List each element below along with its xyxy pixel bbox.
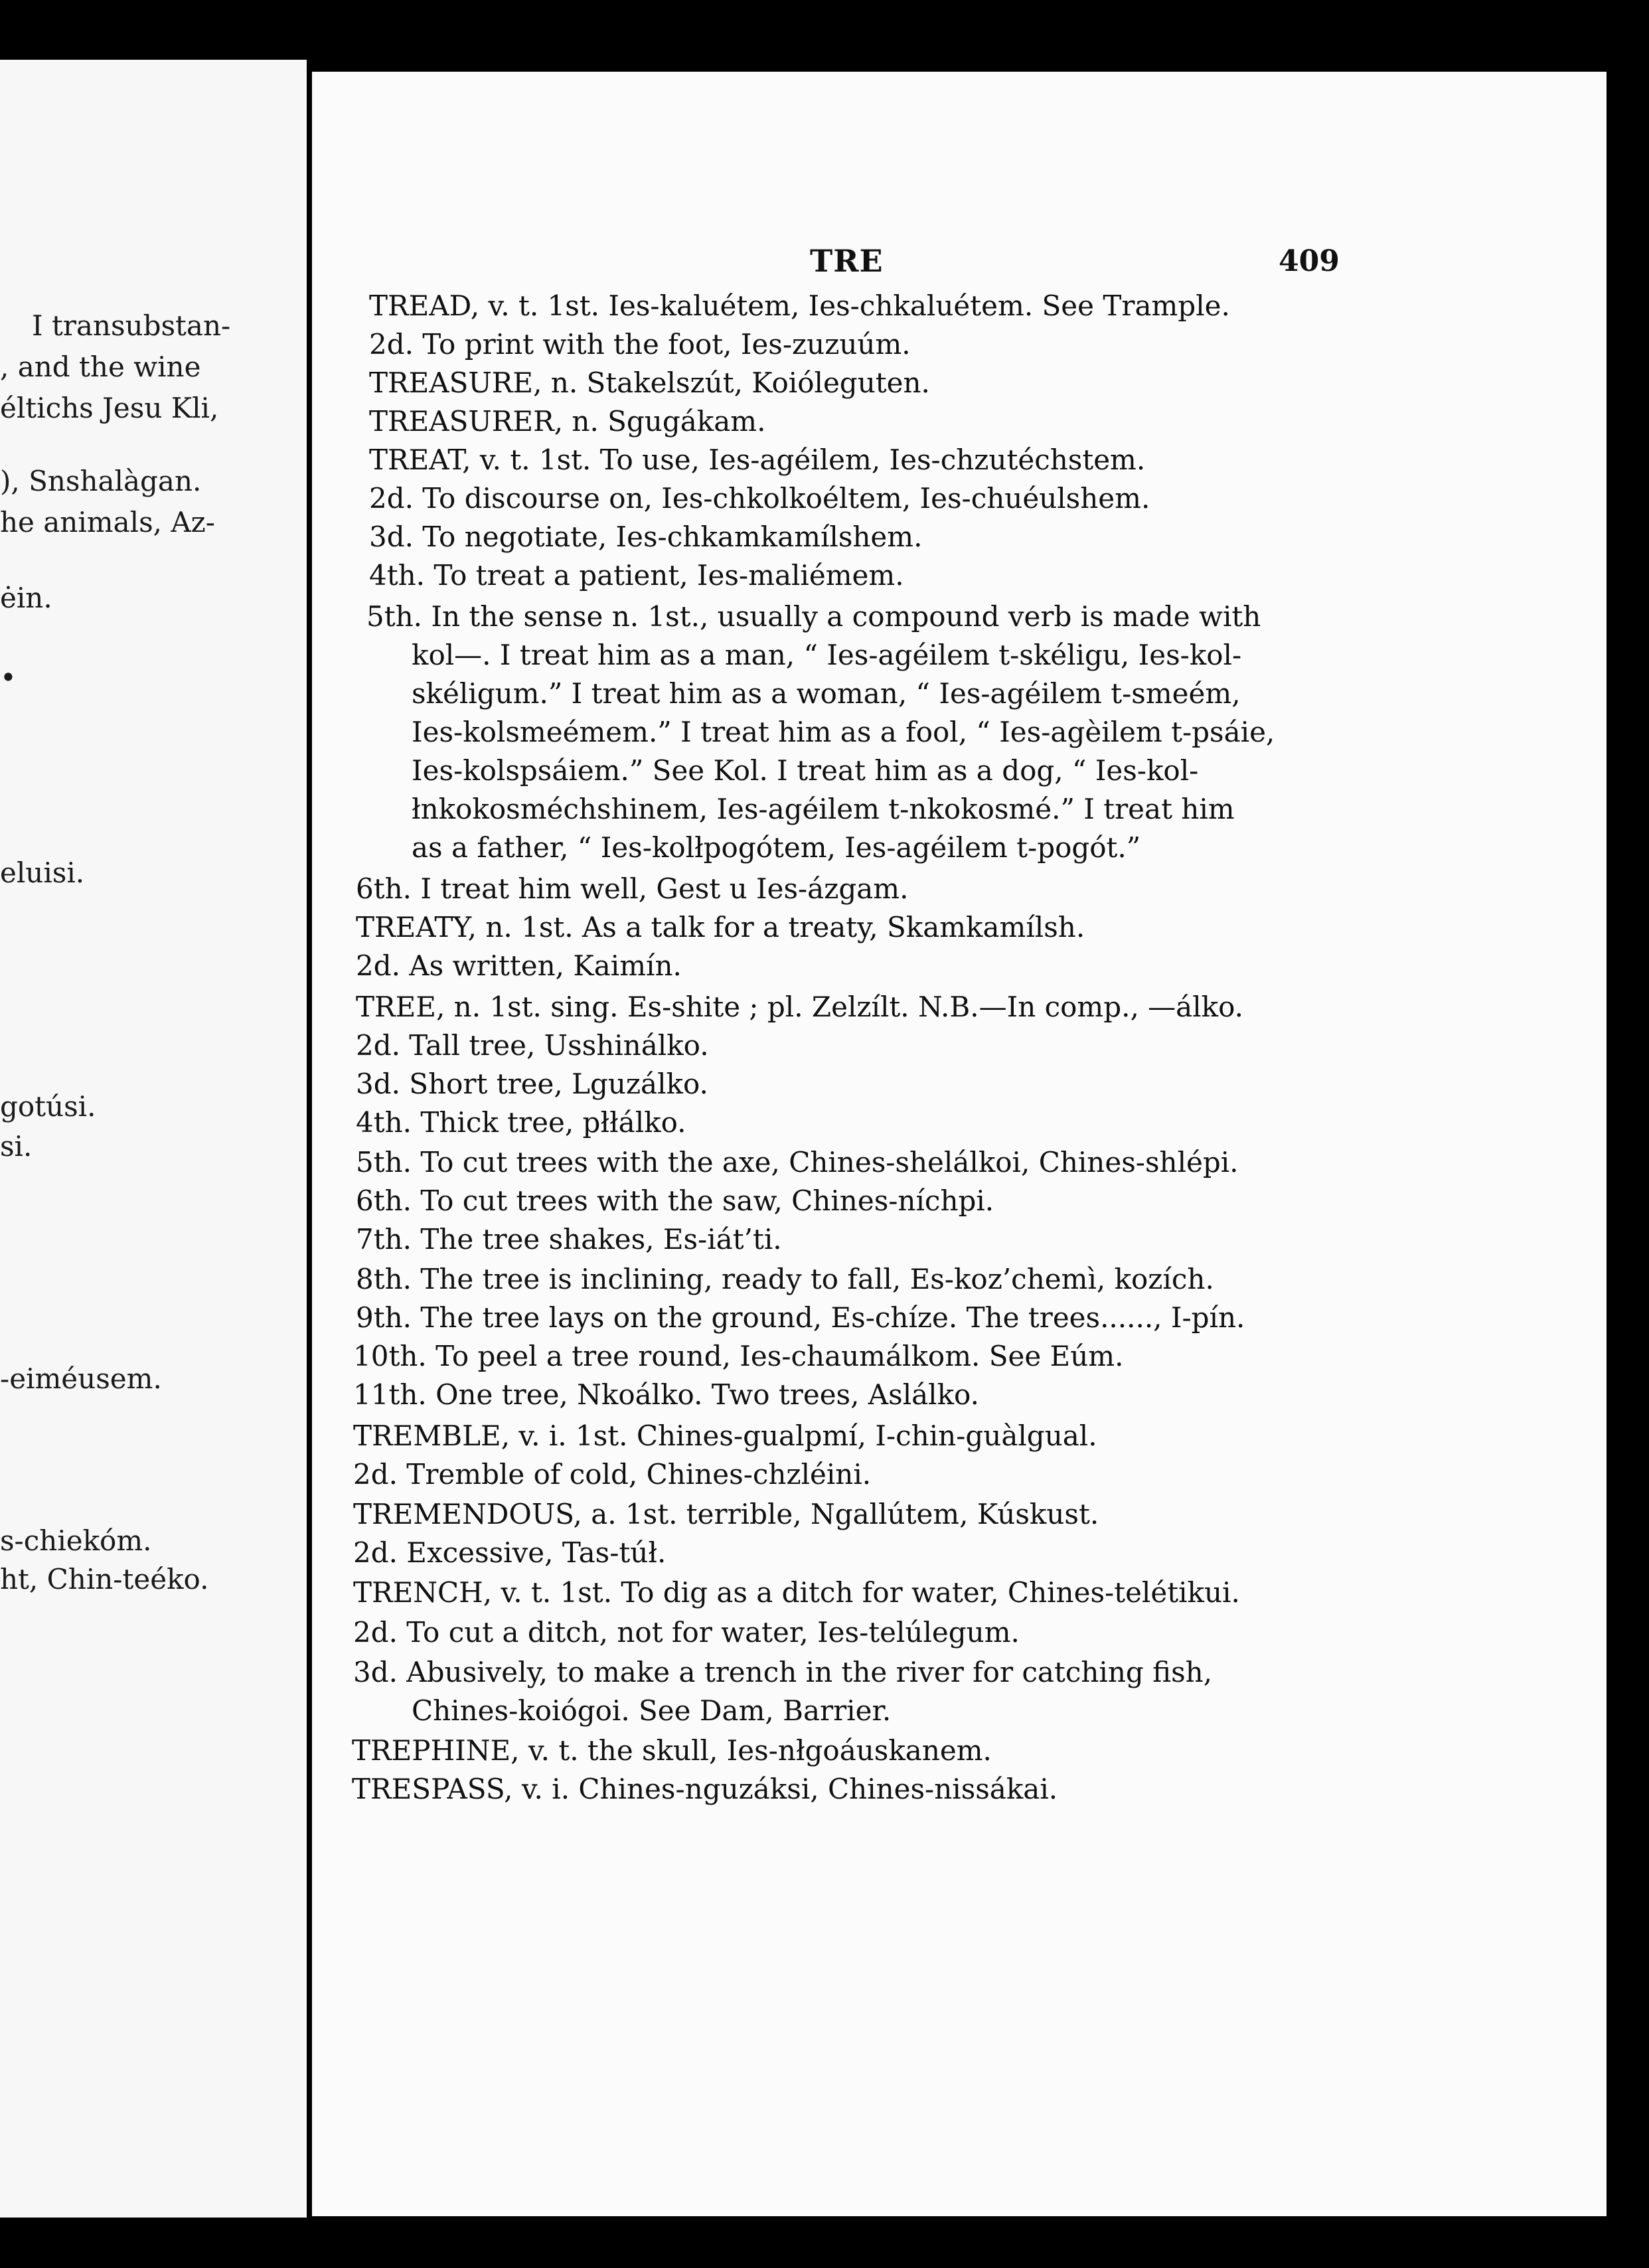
- entry-line: 11th. One tree, Nkoálko. Two trees, Aslálko.: [353, 1378, 979, 1411]
- facing-page-line: , and the wine: [0, 351, 201, 383]
- entry-line: 10th. To peel a tree round, Ies-chaumálkom. See Eúm.: [353, 1340, 1124, 1372]
- dictionary-page: [312, 72, 1607, 2216]
- entry-line: 3d. Abusively, to make a trench in the river for catching fish,: [353, 1656, 1213, 1688]
- entry-line: 6th. I treat him well, Gest u Ies-ázgam.: [356, 872, 909, 905]
- entry-line: TRESPASS, v. i. Chines-nguzáksi, Chines-nissákai.: [352, 1773, 1058, 1805]
- facing-page-line: eluisi.: [0, 856, 85, 889]
- entry-line: TREATY, n. 1st. As a talk for a treaty, Skamkamílsh.: [356, 911, 1085, 943]
- facing-page-line: éltichs Jesu Kli,: [0, 392, 219, 424]
- entry-line: TREAD, v. t. 1st. Ies-kaluétem, Ies-chkaluétem. See Trample.: [369, 289, 1230, 322]
- entry-line: Chines-koiógoi. See Dam, Barrier.: [412, 1694, 892, 1727]
- entry-line: 9th. The tree lays on the ground, Es-chíze. The trees......, I-pín.: [356, 1301, 1245, 1334]
- entry-line: 4th. Thick tree, płłálko.: [356, 1106, 686, 1139]
- entry-line: 2d. Excessive, Tas-túł.: [353, 1536, 667, 1569]
- entry-line: TREAT, v. t. 1st. To use, Ies-agéilem, Ies-chzutéchstem.: [369, 444, 1146, 476]
- entry-line: 5th. To cut trees with the axe, Chines-shelálkoi, Chines-shlépi.: [356, 1146, 1239, 1178]
- entry-line: kol—. I treat him as a man, “ Ies-agéilem t-skéligu, Ies-kol-: [412, 639, 1242, 671]
- entry-line: TREASURE, n. Stakelszút, Koióleguten.: [369, 366, 930, 399]
- entry-line: 3d. To negotiate, Ies-chkamkamílshem.: [369, 521, 923, 553]
- entry-line: TREE, n. 1st. sing. Es-shite ; pl. Zelzílt. N.B.—In comp., —álko.: [356, 991, 1243, 1023]
- entry-line: 4th. To treat a patient, Ies-maliémem.: [369, 559, 904, 592]
- entry-line: TREMBLE, v. i. 1st. Chines-gualpmí, I-chin-guàlgual.: [353, 1419, 1097, 1452]
- entry-line: TRENCH, v. t. 1st. To dig as a ditch for water, Chines-telétikui.: [353, 1576, 1240, 1609]
- entry-line: 2d. Tremble of cold, Chines-chzléini.: [353, 1458, 872, 1491]
- facing-page-line: I transubstan-: [32, 309, 231, 342]
- entry-line: 3d. Short tree, Lguzálko.: [356, 1068, 708, 1100]
- facing-page-line: he animals, Az-: [0, 506, 215, 538]
- entry-line: 8th. The tree is inclining, ready to fall, Es-koz’chemì, kozích.: [356, 1263, 1214, 1295]
- facing-page-line: -eiméusem.: [0, 1362, 162, 1395]
- entry-line: 2d. As written, Kaimín.: [356, 949, 682, 982]
- entry-line: 2d. To print with the foot, Ies-zuzuúm.: [369, 328, 911, 361]
- entry-line: skéligum.” I treat him as a woman, “ Ies-agéilem t-smeém,: [412, 677, 1241, 710]
- facing-page-line: s-chiekóm.: [0, 1524, 152, 1557]
- facing-page-line: ), Snshalàgan.: [0, 465, 202, 497]
- entry-line: 2d. To discourse on, Ies-chkolkoéltem, Ies-chuéulshem.: [369, 482, 1150, 515]
- facing-page-line: gotúsi.: [0, 1090, 96, 1123]
- entry-line: 5th. In the sense n. 1st., usually a compound verb is made with: [366, 600, 1261, 633]
- facing-page-line: ėin.: [0, 582, 52, 614]
- entry-line: Ies-kolsmeémem.” I treat him as a fool, “ Ies-agèilem t-psáie,: [412, 716, 1275, 748]
- entry-line: TREPHINE, v. t. the skull, Ies-nłgoáuskanem.: [352, 1734, 992, 1767]
- entry-line: 6th. To cut trees with the saw, Chines-níchpi.: [356, 1184, 994, 1217]
- running-head: TRE: [810, 243, 884, 279]
- entry-line: 7th. The tree shakes, Es-iát’ti.: [356, 1223, 782, 1256]
- facing-page-line: •: [0, 661, 17, 694]
- page-number: 409: [1279, 244, 1340, 278]
- entry-line: 2d. Tall tree, Usshinálko.: [356, 1029, 709, 1062]
- entry-line: as a father, “ Ies-kolłpogótem, Ies-agéilem t-pogót.”: [412, 831, 1141, 864]
- facing-page: [0, 60, 307, 2218]
- entry-line: Ies-kolspsáiem.” See Kol. I treat him as a dog, “ Ies-kol-: [412, 754, 1199, 787]
- entry-line: TREMENDOUS, a. 1st. terrible, Ngallútem, Kúskust.: [353, 1498, 1099, 1530]
- entry-line: 2d. To cut a ditch, not for water, Ies-telúlegum.: [353, 1616, 1020, 1649]
- entry-line: TREASURER, n. Sgugákam.: [369, 405, 766, 438]
- entry-line: łnkokosméchshinem, Ies-agéilem t-nkokosmé.” I treat him: [412, 793, 1235, 825]
- facing-page-line: si.: [0, 1130, 33, 1163]
- facing-page-line: ht, Chin-teéko.: [0, 1563, 209, 1595]
